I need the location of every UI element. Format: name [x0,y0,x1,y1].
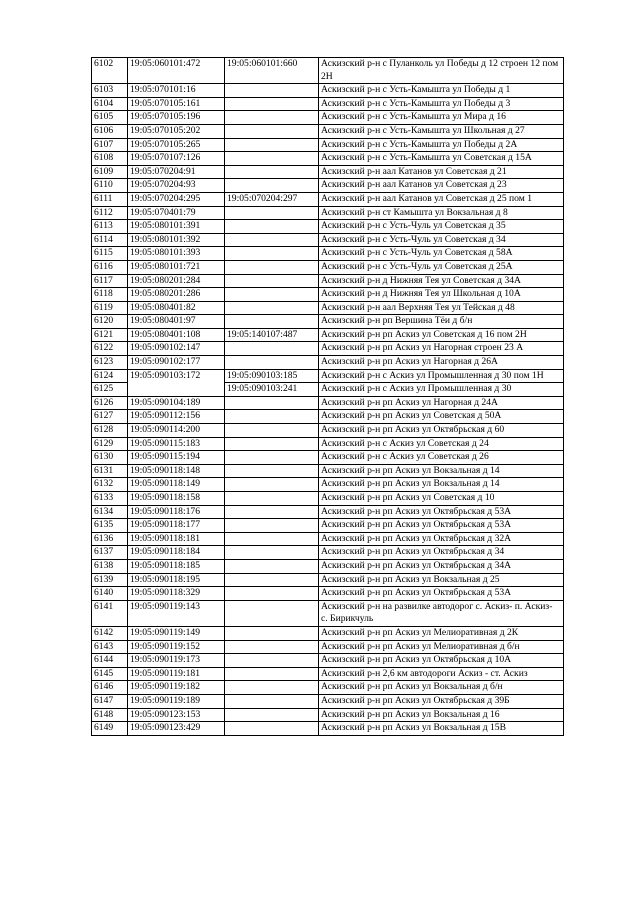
address-cell: Аскизский р-н рп Аскиз ул Октябрьская д 39Б [319,694,564,708]
cadastral-number-cell: 19:05:070105:265 [128,138,225,152]
row-number-cell: 6149 [92,722,128,736]
row-number-cell: 6130 [92,451,128,465]
cadastral-number-cell: 19:05:080201:286 [128,288,225,302]
table-row [92,694,564,708]
table-row [92,58,564,84]
table-row [92,315,564,329]
table-row [92,519,564,533]
table-row [92,84,564,98]
cadastral-number-cell: 19:05:090119:173 [128,654,225,668]
cadastral-number-cell: 19:05:090118:176 [128,505,225,519]
object-number-cell [225,532,319,546]
row-number-cell: 6129 [92,437,128,451]
table-row [92,274,564,288]
cadastral-number-cell: 19:05:090115:183 [128,437,225,451]
row-number-cell: 6148 [92,708,128,722]
cadastral-number-cell: 19:05:090118:329 [128,587,225,601]
table-row [92,546,564,560]
object-number-cell [225,179,319,193]
document-page [91,57,563,736]
cadastral-number-cell: 19:05:080101:393 [128,247,225,261]
object-number-cell [225,667,319,681]
object-number-cell [225,559,319,573]
cadastral-number-cell: 19:05:090114:200 [128,424,225,438]
row-number-cell: 6109 [92,165,128,179]
address-cell: Аскизский р-н рп Аскиз ул Нагорная д 24А [319,396,564,410]
object-number-cell [225,111,319,125]
row-number-cell: 6128 [92,424,128,438]
cadastral-number-cell: 19:05:090118:185 [128,559,225,573]
address-cell: Аскизский р-н рп Аскиз ул Вокзальная д 16 [319,708,564,722]
object-number-cell [225,288,319,302]
cadastral-number-cell: 19:05:070107:126 [128,152,225,166]
object-number-cell [225,220,319,234]
table-row [92,301,564,315]
table-row [92,626,564,640]
table-row [92,342,564,356]
cadastral-number-cell: 19:05:090119:149 [128,626,225,640]
cadastral-number-cell: 19:05:080101:391 [128,220,225,234]
row-number-cell: 6136 [92,532,128,546]
object-number-cell [225,640,319,654]
table-row [92,708,564,722]
address-cell: Аскизский р-н рп Аскиз ул Октябрьская д 53А [319,587,564,601]
object-number-cell [225,165,319,179]
row-number-cell: 6142 [92,626,128,640]
object-number-cell [225,654,319,668]
row-number-cell: 6116 [92,260,128,274]
cadastral-number-cell: 19:05:070204:91 [128,165,225,179]
address-cell: Аскизский р-н с Аскиз ул Промышленная д 30 пом 1Н [319,369,564,383]
table-row [92,260,564,274]
table-row [92,111,564,125]
address-cell: Аскизский р-н с Аскиз ул Советская д 26 [319,451,564,465]
table-row [92,369,564,383]
object-number-cell [225,97,319,111]
table-row [92,192,564,206]
object-number-cell [225,315,319,329]
object-number-cell [225,274,319,288]
object-number-cell [225,206,319,220]
address-cell: Аскизский р-н с Усть-Чуль ул Советская д 34 [319,233,564,247]
row-number-cell: 6111 [92,192,128,206]
cadastral-number-cell: 19:05:070401:79 [128,206,225,220]
cadastral-number-cell: 19:05:090119:181 [128,667,225,681]
row-number-cell: 6114 [92,233,128,247]
cadastral-number-cell: 19:05:090118:148 [128,464,225,478]
address-cell: Аскизский р-н д Нижняя Тея ул Советская д 34А [319,274,564,288]
address-cell: Аскизский р-н рп Аскиз ул Октябрьская д 53А [319,519,564,533]
object-number-cell [225,464,319,478]
table-row [92,478,564,492]
row-number-cell: 6145 [92,667,128,681]
cadastral-number-cell: 19:05:060101:472 [128,58,225,84]
table-row [92,722,564,736]
address-cell: Аскизский р-н аал Катанов ул Советская д 23 [319,179,564,193]
address-cell: Аскизский р-н рп Аскиз ул Октябрьская д 60 [319,424,564,438]
address-cell: Аскизский р-н с Аскиз ул Промышленная д 30 [319,383,564,397]
cadastral-number-cell: 19:05:070101:16 [128,84,225,98]
cadastral-number-cell: 19:05:070204:295 [128,192,225,206]
table-row [92,165,564,179]
cadastral-number-cell: 19:05:090123:429 [128,722,225,736]
cadastral-number-cell: 19:05:070105:196 [128,111,225,125]
table-row [92,356,564,370]
object-number-cell [225,396,319,410]
row-number-cell: 6140 [92,587,128,601]
address-cell: Аскизский р-н рп Аскиз ул Октябрьская д 10А [319,654,564,668]
cadastral-number-cell: 19:05:090119:189 [128,694,225,708]
object-number-cell [225,478,319,492]
row-number-cell: 6107 [92,138,128,152]
object-number-cell [225,124,319,138]
object-number-cell [225,681,319,695]
table-row [92,206,564,220]
object-number-cell [225,152,319,166]
address-cell: Аскизский р-н рп Аскиз ул Октябрьская д 32А [319,532,564,546]
row-number-cell: 6132 [92,478,128,492]
object-number-cell [225,626,319,640]
row-number-cell: 6123 [92,356,128,370]
cadastral-number-cell: 19:05:070105:202 [128,124,225,138]
row-number-cell: 6131 [92,464,128,478]
object-number-cell [225,138,319,152]
address-cell: Аскизский р-н рп Аскиз ул Нагорная строен 23 А [319,342,564,356]
cadastral-number-cell: 19:05:080401:97 [128,315,225,329]
table-row [92,451,564,465]
cadastral-number-cell: 19:05:080401:108 [128,328,225,342]
address-cell: Аскизский р-н с Усть-Камышта ул Мира д 16 [319,111,564,125]
table-row [92,464,564,478]
cadastral-number-cell: 19:05:090119:182 [128,681,225,695]
cadastral-number-cell: 19:05:090123:153 [128,708,225,722]
table-row [92,396,564,410]
object-number-cell [225,356,319,370]
row-number-cell: 6117 [92,274,128,288]
table-row [92,97,564,111]
row-number-cell: 6121 [92,328,128,342]
address-cell: Аскизский р-н рп Аскиз ул Советская д 50А [319,410,564,424]
row-number-cell: 6102 [92,58,128,84]
table-row [92,220,564,234]
address-cell: Аскизский р-н рп Аскиз ул Октябрьская д 53А [319,505,564,519]
object-number-cell [225,505,319,519]
table-row [92,654,564,668]
row-number-cell: 6127 [92,410,128,424]
address-cell: Аскизский р-н аал Катанов ул Советская д 25 пом 1 [319,192,564,206]
table-row [92,587,564,601]
table-row [92,288,564,302]
cadastral-number-cell: 19:05:090119:152 [128,640,225,654]
table-row [92,179,564,193]
row-number-cell: 6133 [92,492,128,506]
table-row [92,328,564,342]
row-number-cell: 6104 [92,97,128,111]
cadastral-number-cell: 19:05:080101:392 [128,233,225,247]
object-number-cell [225,410,319,424]
table-row [92,640,564,654]
address-cell: Аскизский р-н рп Аскиз ул Вокзальная д б/н [319,681,564,695]
row-number-cell: 6126 [92,396,128,410]
address-cell: Аскизский р-н с Усть-Камышта ул Школьная д 27 [319,124,564,138]
table-row [92,233,564,247]
object-number-cell [225,260,319,274]
table-row [92,667,564,681]
cadastral-number-cell: 19:05:090119:143 [128,600,225,626]
row-number-cell: 6119 [92,301,128,315]
address-cell: Аскизский р-н с Усть-Чуль ул Советская д 25А [319,260,564,274]
address-cell: Аскизский р-н д Нижняя Тея ул Школьная д 10А [319,288,564,302]
address-cell: Аскизский р-н на развилке автодорог с. Аскиз- п. Аскиз- с. Бирикчуль [319,600,564,626]
cadastral-number-cell: 19:05:090118:149 [128,478,225,492]
row-number-cell: 6112 [92,206,128,220]
object-number-cell [225,519,319,533]
table-row [92,505,564,519]
cadastral-number-cell: 19:05:090118:195 [128,573,225,587]
object-number-cell [225,587,319,601]
row-number-cell: 6106 [92,124,128,138]
row-number-cell: 6138 [92,559,128,573]
address-cell: Аскизский р-н рп Аскиз ул Вокзальная д 25 [319,573,564,587]
row-number-cell: 6144 [92,654,128,668]
row-number-cell: 6115 [92,247,128,261]
object-number-cell [225,233,319,247]
row-number-cell: 6124 [92,369,128,383]
object-number-cell: 19:05:090103:185 [225,369,319,383]
address-cell: Аскизский р-н рп Аскиз ул Вокзальная д 14 [319,478,564,492]
object-number-cell [225,451,319,465]
cadastral-number-cell: 19:05:090104:189 [128,396,225,410]
table-body [92,58,564,736]
table-row [92,437,564,451]
row-number-cell: 6103 [92,84,128,98]
cadastral-number-cell: 19:05:090118:177 [128,519,225,533]
cadastral-number-cell: 19:05:090118:184 [128,546,225,560]
object-number-cell: 19:05:140107:487 [225,328,319,342]
cadastral-number-cell: 19:05:090115:194 [128,451,225,465]
row-number-cell: 6135 [92,519,128,533]
row-number-cell: 6134 [92,505,128,519]
table-row [92,124,564,138]
row-number-cell: 6122 [92,342,128,356]
table-row [92,681,564,695]
row-number-cell: 6113 [92,220,128,234]
cadastral-number-cell: 19:05:080401:82 [128,301,225,315]
table-row [92,247,564,261]
address-cell: Аскизский р-н рп Аскиз ул Октябрьская д 34А [319,559,564,573]
object-number-cell [225,492,319,506]
cadastral-number-cell: 19:05:080101:721 [128,260,225,274]
table-row [92,410,564,424]
address-cell: Аскизский р-н с Усть-Камышта ул Победы д 1 [319,84,564,98]
address-cell: Аскизский р-н с Пуланколь ул Победы д 12 строен 12 пом 2Н [319,58,564,84]
address-cell: Аскизский р-н аал Верхняя Тея ул Тейская д 48 [319,301,564,315]
address-cell: Аскизский р-н с Усть-Камышта ул Победы д 3 [319,97,564,111]
row-number-cell: 6108 [92,152,128,166]
address-cell: Аскизский р-н с Усть-Камышта ул Победы д 2А [319,138,564,152]
object-number-cell [225,301,319,315]
object-number-cell: 19:05:090103:241 [225,383,319,397]
row-number-cell: 6118 [92,288,128,302]
address-cell: Аскизский р-н 2,6 км автодороги Аскиз - ст. Аскиз [319,667,564,681]
row-number-cell: 6120 [92,315,128,329]
address-cell: Аскизский р-н рп Аскиз ул Вокзальная д 14 [319,464,564,478]
object-number-cell [225,342,319,356]
object-number-cell [225,437,319,451]
row-number-cell: 6143 [92,640,128,654]
row-number-cell: 6139 [92,573,128,587]
row-number-cell: 6105 [92,111,128,125]
row-number-cell: 6146 [92,681,128,695]
object-number-cell [225,708,319,722]
cadastral-number-cell: 19:05:080201:284 [128,274,225,288]
address-cell: Аскизский р-н рп Вершина Тёи д б/н [319,315,564,329]
address-cell: Аскизский р-н с Усть-Камышта ул Советская д 15А [319,152,564,166]
cadastral-number-cell: 19:05:090118:181 [128,532,225,546]
address-cell: Аскизский р-н рп Аскиз ул Октябрьская д 34 [319,546,564,560]
address-cell: Аскизский р-н аал Катанов ул Советская д 21 [319,165,564,179]
cadastral-number-cell: 19:05:090103:172 [128,369,225,396]
address-cell: Аскизский р-н с Аскиз ул Советская д 24 [319,437,564,451]
table-row [92,492,564,506]
row-number-cell: 6137 [92,546,128,560]
table-row [92,138,564,152]
cadastral-number-cell: 19:05:090112:156 [128,410,225,424]
object-number-cell [225,247,319,261]
object-number-cell [225,546,319,560]
address-cell: Аскизский р-н рп Аскиз ул Мелиоративная д б/н [319,640,564,654]
object-number-cell [225,722,319,736]
cadastral-number-cell: 19:05:070105:161 [128,97,225,111]
object-number-cell [225,600,319,626]
cadastral-number-cell: 19:05:090118:158 [128,492,225,506]
address-cell: Аскизский р-н рп Аскиз ул Советская д 16 пом 2Н [319,328,564,342]
address-cell: Аскизский р-н с Усть-Чуль ул Советская д 58А [319,247,564,261]
address-cell: Аскизский р-н ст Камышта ул Вокзальная д 8 [319,206,564,220]
address-cell: Аскизский р-н рп Аскиз ул Нагорная д 26А [319,356,564,370]
cadastral-number-cell: 19:05:090102:147 [128,342,225,356]
object-number-cell [225,694,319,708]
address-cell: Аскизский р-н с Усть-Чуль ул Советская д 35 [319,220,564,234]
table-row [92,559,564,573]
cadastral-number-cell: 19:05:090102:177 [128,356,225,370]
table-row [92,600,564,626]
row-number-cell: 6125 [92,383,128,397]
object-number-cell: 19:05:060101:660 [225,58,319,84]
table-row [92,573,564,587]
object-number-cell [225,573,319,587]
row-number-cell: 6147 [92,694,128,708]
address-cell: Аскизский р-н рп Аскиз ул Советская д 10 [319,492,564,506]
row-number-cell: 6141 [92,600,128,626]
address-cell: Аскизский р-н рп Аскиз ул Вокзальная д 15В [319,722,564,736]
object-number-cell [225,424,319,438]
row-number-cell: 6110 [92,179,128,193]
table-row [92,424,564,438]
table-row [92,152,564,166]
address-cell: Аскизский р-н рп Аскиз ул Мелиоративная д 2К [319,626,564,640]
property-register-table [91,57,564,736]
cadastral-number-cell: 19:05:070204:93 [128,179,225,193]
object-number-cell: 19:05:070204:297 [225,192,319,206]
object-number-cell [225,84,319,98]
table-row [92,532,564,546]
